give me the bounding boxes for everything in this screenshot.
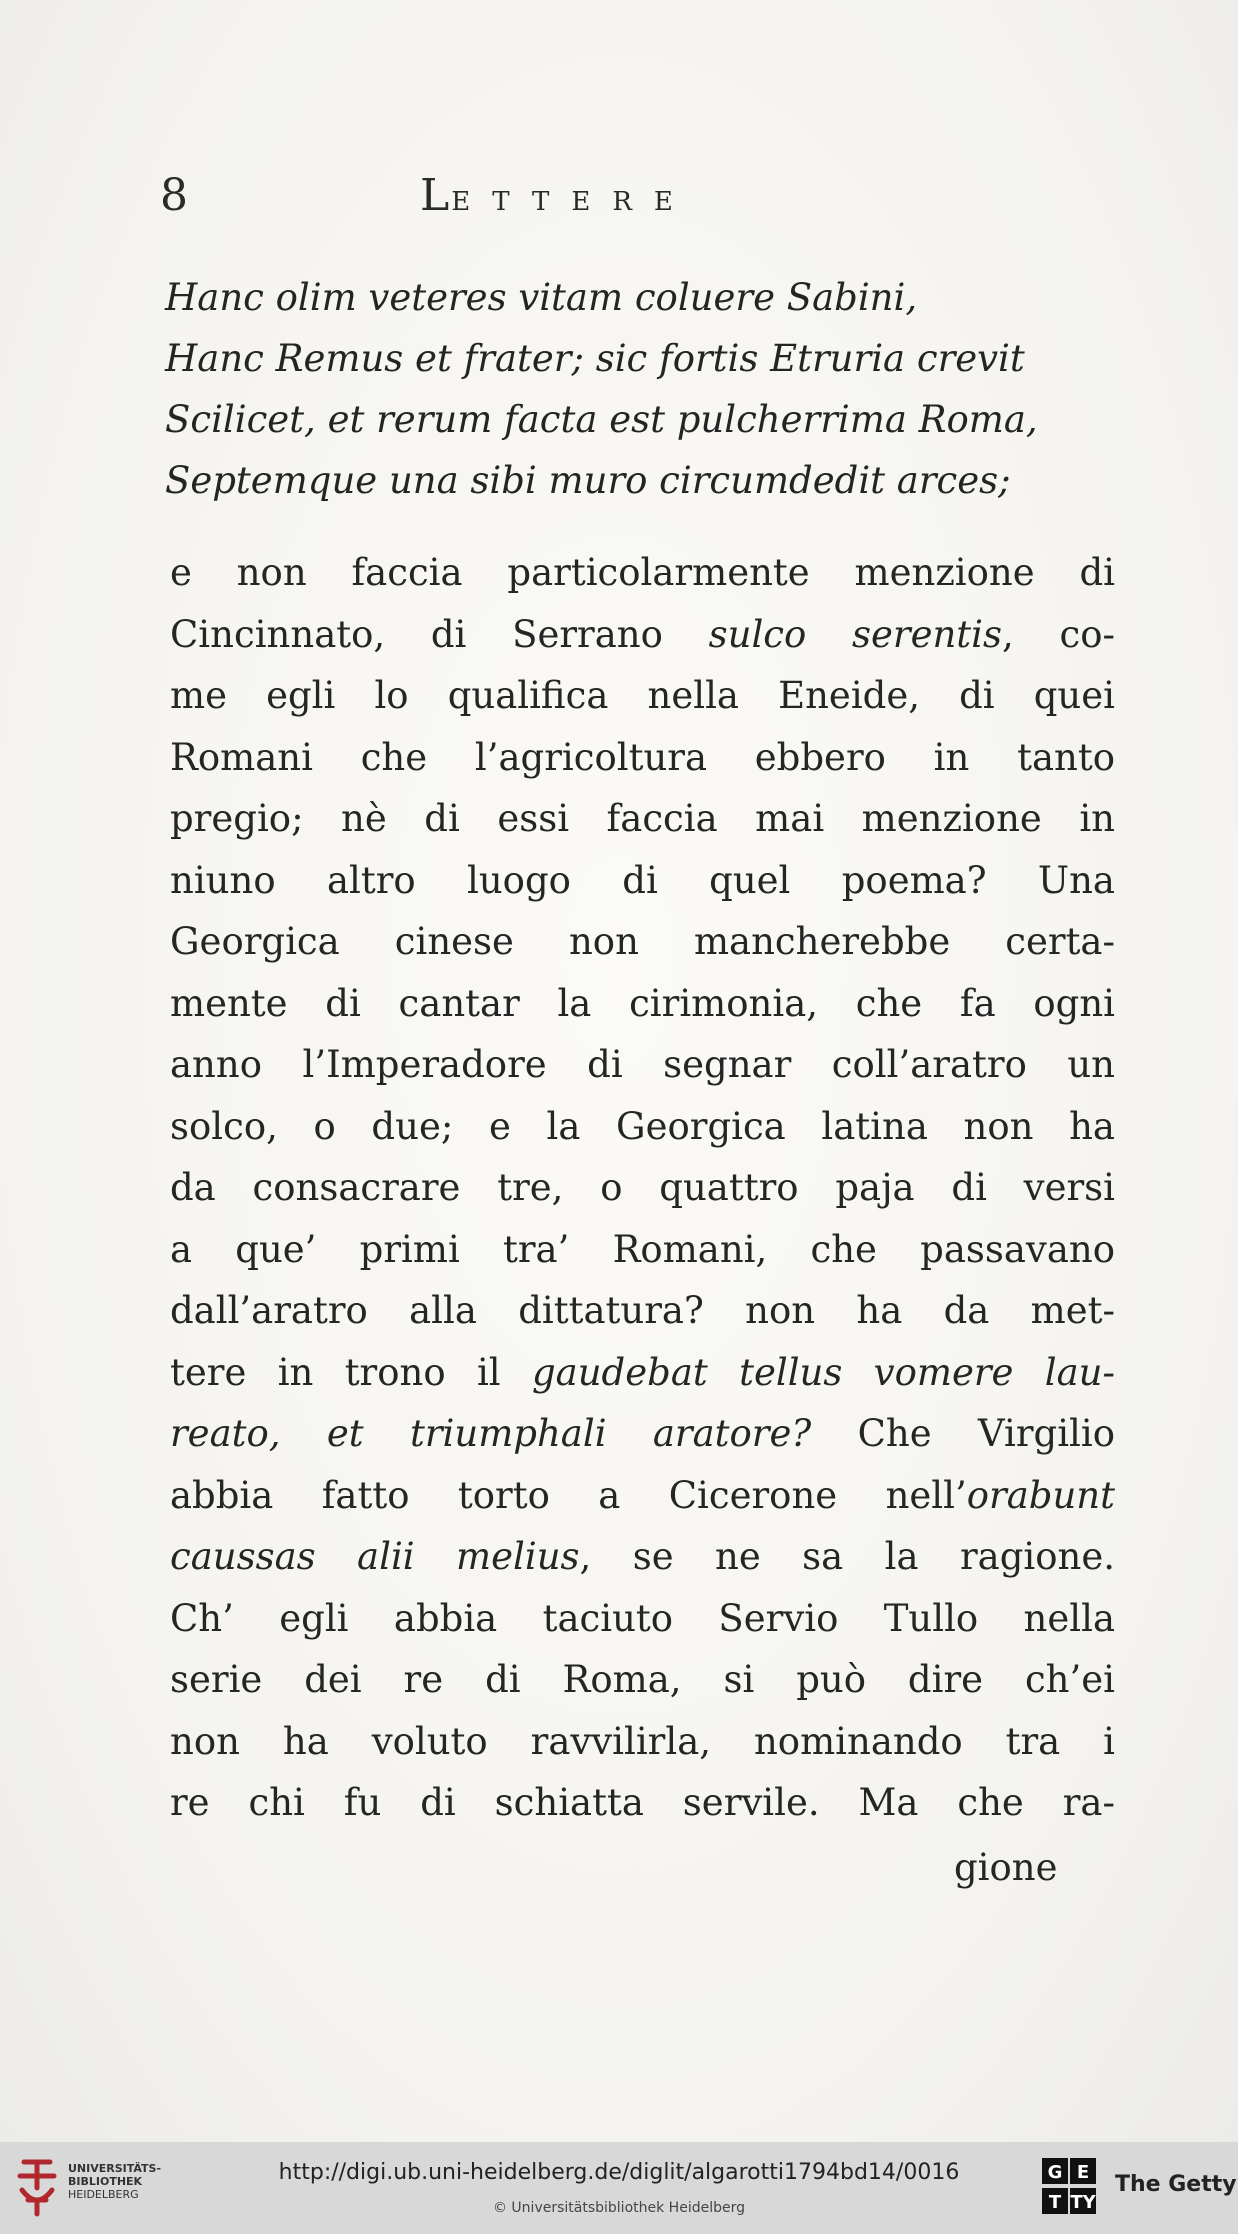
prose-line [170,1772,1115,1834]
prose-segment: da consacrare tre, o quattro paja di versi [170,1166,1115,1209]
prose-segment: , co- [1002,612,1115,656]
prose-segment: Cincinnato, di Serrano [170,612,709,656]
prose-line [170,665,1115,727]
prose-segment: dall’aratro alla dittatura? non ha da met- [170,1289,1115,1332]
prose-line [170,1157,1115,1219]
prose-segment: pregio; nè di essi faccia mai menzione in [170,797,1115,840]
page-number: 8 [160,170,188,221]
prose-segment: anno l’Imperadore di segnar coll’aratro un [170,1043,1115,1086]
prose-line [170,1280,1115,1342]
prose-segment: solco, o due; e la Georgica latina non ha [170,1104,1115,1148]
getty-logo-icon [1040,2156,1098,2218]
prose-line [170,911,1115,973]
copyright-notice: © Universitätsbibliothek Heidelberg [492,2200,745,2216]
prose-line [170,1465,1115,1527]
prose-segment: a que’ primi tra’ Romani, che passavano [170,1227,1115,1271]
institution-line: BIBLIOTHEK [68,2175,143,2188]
verse-line: Septemque una sibi muro circumdedit arces; [165,459,1011,502]
verse-line: Hanc Remus et frater; sic fortis Etruria crevit [165,337,1025,380]
source-url-link[interactable]: http://digi.ub.uni-heidelberg.de/diglit/algarotti1794bd14/0016 [278,2160,960,2185]
prose-line [170,1711,1115,1773]
prose-italic-segment: sulco serentis [708,612,1002,656]
prose-segment: serie dei re di Roma, si può dire ch’ei [170,1658,1115,1701]
institution-line: UNIVERSITÄTS- [68,2162,162,2175]
prose-line [170,788,1115,850]
prose-line [170,1526,1115,1588]
prose-segment: Ch’ egli abbia taciuto Servio Tullo nella [170,1596,1115,1640]
prose-segment: mente di cantar la cirimonia, che fa ogni [170,981,1115,1025]
prose-line [170,604,1115,666]
prose-segment: niuno altro luogo di quel poema? Una [170,858,1115,902]
prose-segment: , se ne sa la ragione. [579,1535,1115,1578]
prose-line [170,1649,1115,1711]
prose-segment: Che Virgilio [811,1412,1115,1455]
running-head-rest: ETTERE [451,187,695,217]
prose-segment: non ha voluto ravvilirla, nominando tra i [170,1719,1115,1763]
prose-line [170,1219,1115,1281]
prose-line [170,727,1115,789]
running-head-initial: L [420,170,452,221]
getty-logo-letter: E [1076,2162,1090,2183]
partner-name: The Getty [1115,2172,1237,2197]
prose-italic-segment: reato, et triumphali aratore? [170,1412,812,1455]
prose-segment: re chi fu di schiatta servile. Ma che ra- [170,1781,1115,1824]
running-head [420,170,695,221]
getty-logo-letter: G [1047,2162,1063,2183]
prose-segment: Romani che l’agricoltura ebbero in tanto [170,735,1115,779]
prose-segment: Georgica cinese non mancherebbe certa- [170,920,1115,963]
footer-bar [0,2142,1238,2234]
prose-italic-segment: orabunt [966,1473,1115,1517]
institution-line: HEIDELBERG [68,2188,139,2201]
prose-line [170,1588,1115,1650]
prose-segment: me egli lo qualifica nella Eneide, di quei [170,674,1115,717]
prose-line [170,1096,1115,1158]
prose-line [170,1342,1115,1404]
prose-line [170,973,1115,1035]
prose-line [170,1403,1115,1465]
prose-segment: abbia fatto torto a Cicerone nell’ [170,1473,967,1517]
prose-italic-segment: caussas alii melius [170,1535,580,1578]
prose-line [170,850,1115,912]
prose-line [170,1034,1115,1096]
verse-line: Hanc olim veteres vitam coluere Sabini, [165,276,918,319]
catchword: gione [954,1846,1058,1889]
prose-line [170,542,1115,604]
prose-segment: e non faccia particolarmente menzione di [170,551,1115,594]
prose-body [170,542,1115,1834]
prose-italic-segment: gaudebat tellus vomere lau- [531,1350,1115,1394]
getty-logo-letter: T [1048,2192,1062,2213]
verse-line: Scilicet, et rerum facta est pulcherrima Roma, [165,398,1038,441]
getty-logo-letter: TY [1070,2192,1096,2213]
prose-segment: tere in trono il [170,1350,532,1394]
verse-quotation [165,267,1115,511]
